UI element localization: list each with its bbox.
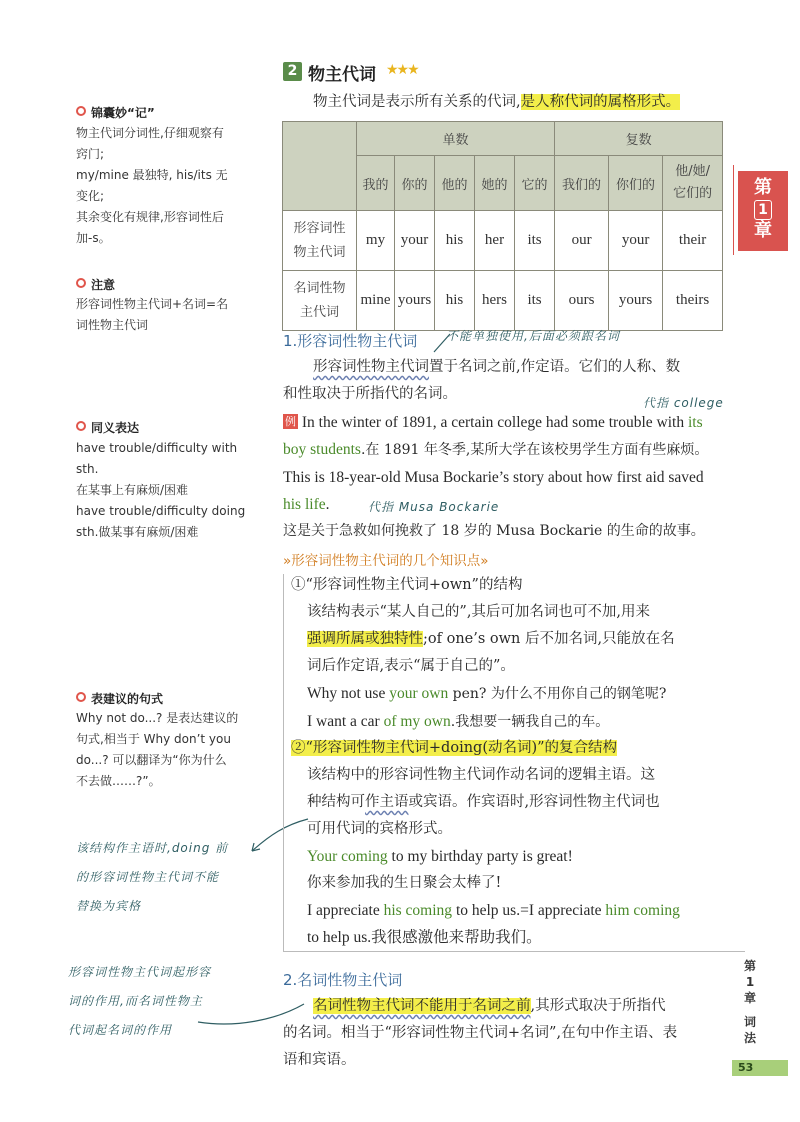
bullet-icon: [76, 692, 86, 702]
note-title: 注意: [76, 276, 115, 293]
table-cell: your: [395, 211, 435, 271]
handwritten-note-gerund: 该结构作主语时,doing 前 的形容词性物主代词不能 替换为宾格: [76, 841, 229, 913]
page-number: 53: [732, 1060, 788, 1076]
suggestion-title: 表建议的句式: [76, 690, 163, 707]
section-title: 物主代词: [308, 65, 376, 85]
table-cell: their: [663, 211, 723, 271]
bullet-icon: [76, 421, 86, 431]
subsection-heading-nominal: 2.名词性物主代词: [283, 971, 403, 989]
table-cell: her: [475, 211, 515, 271]
point-1: ①“形容词性物主代词+own”的结构 该结构表示“某人自己的”,其后可加名词也可不加,用来 强调所属或独特性;of one’s own 后不加名词,只能放在名 词后作定语,表示“属于自己的”。 Why not use your own pen? 为什么不用你自己的钢笔呢? I want a car of my own.我想要一辆我自己的车。: [291, 577, 675, 730]
header-cell: 他/她/ 它们的: [663, 156, 723, 211]
header-cell: 我们的: [555, 156, 609, 211]
table-cell: your: [609, 211, 663, 271]
bullet-icon: [76, 106, 86, 116]
memo-title: 锦囊妙“记”: [76, 104, 155, 121]
table-cell: yours: [609, 271, 663, 331]
knowledge-points-heading: »形容词性物主代词的几个知识点»: [283, 553, 489, 569]
chapter-tab[interactable]: 第 1 章: [738, 171, 788, 251]
table-cell: its: [515, 271, 555, 331]
handwritten-arrow: [430, 332, 452, 356]
example-block: 例 In the winter of 1891, a certain college had some trouble with its boy students.在 1891 年冬季,某所大学在该校男学生方面有些麻烦。 This is 18-year-old Musa Bockarie’s story about how first aid saved his life. 这是关于急救如何挽救了 18 岁的 Musa Bockarie 的生命的故事。: [283, 414, 709, 539]
section-number-badge: 2: [283, 62, 302, 81]
row-label: 名词性物 主代词: [283, 271, 357, 331]
header-plural: 复数: [555, 122, 723, 156]
table-cell: my: [357, 211, 395, 271]
header-cell: 它的: [515, 156, 555, 211]
synonym-title: 同义表达: [76, 419, 139, 436]
header-singular: 单数: [357, 122, 555, 156]
table-cell: yours: [395, 271, 435, 331]
possessive-pronoun-table: [282, 121, 723, 331]
example-badge: 例: [285, 415, 296, 428]
table-cell: ours: [555, 271, 609, 331]
header-cell: 你的: [395, 156, 435, 211]
table-cell: mine: [357, 271, 395, 331]
double-chevron-icon: »: [283, 553, 292, 569]
header-cell: 我的: [357, 156, 395, 211]
bullet-icon: [76, 278, 86, 288]
memo-text: 物主代词分词性,仔细观察有 窍门; my/mine 最独特, his/its 无 变化; 其余变化有规律,形容词性后 加-s。: [76, 126, 228, 245]
synonym-text: have trouble/difficulty with sth. 在某事上有麻烦/困难 have trouble/difficulty doing sth.做某事有麻烦/困难: [76, 441, 246, 539]
header-cell: 你们的: [609, 156, 663, 211]
chapter-side-label: 第 1 章 词 法: [743, 959, 756, 1045]
bracket-line: [283, 951, 745, 952]
bracket-line: [283, 574, 284, 952]
table-cell: his: [435, 271, 475, 331]
part2-text: 名词性物主代词不能用于名词之前,其形式取决于所指代 的名词。相当于“形容词性物主代词+名词”,在句中作主语、表 语和宾语。: [283, 998, 678, 1068]
part1-text: 形容词性物主代词置于名词之前,作定语。它们的人称、数 和性取决于所指代的名词。: [283, 359, 681, 402]
header-cell: 她的: [475, 156, 515, 211]
table-cell: our: [555, 211, 609, 271]
subsection-heading-adjectival: 1.形容词性物主代词: [283, 332, 418, 350]
point-2: ②“形容词性物主代词+doing(动名词)”的复合结构 该结构中的形容词性物主代词作动名词的逻辑主语。这 种结构可作主语或宾语。作宾语时,形容词性物主代词也 可用代词的宾格形式。 Your coming to my birthday party is great! 你来参加我的生日聚会太棒了! I appreciate his coming to help us.=I appreciate him coming to help us.我很感激他来帮助我们。: [291, 740, 680, 946]
table-cell: hers: [475, 271, 515, 331]
table-cell: its: [515, 211, 555, 271]
handwritten-note-function: 形容词性物主代词起形容 词的作用,而名词性物主 代词起名词的作用: [68, 965, 212, 1037]
table-row: [283, 211, 723, 271]
note-text: 形容词性物主代词+名词=名 词性物主代词: [76, 297, 229, 332]
double-chevron-icon: »: [480, 553, 489, 569]
margin-divider: [733, 165, 734, 255]
handwritten-note-usage: 不能单独使用,后面必须跟名词: [446, 329, 620, 343]
handwritten-note-college: 代指 college: [643, 396, 724, 410]
table-corner: [283, 122, 357, 211]
section-intro: 物主代词是表示所有关系的代词,是人称代词的属格形式。: [313, 94, 681, 110]
table-cell: his: [435, 211, 475, 271]
difficulty-stars-icon: ★★★: [386, 62, 418, 78]
row-label: 形容词性 物主代词: [283, 211, 357, 271]
handwritten-note-musa: 代指 Musa Bockarie: [368, 500, 500, 514]
suggestion-text: Why not do...? 是表达建议的 句式,相当于 Why don’t you do...? 可以翻译为“你为什么 不去做……?”。: [76, 711, 239, 788]
header-cell: 他的: [435, 156, 475, 211]
table-cell: theirs: [663, 271, 723, 331]
